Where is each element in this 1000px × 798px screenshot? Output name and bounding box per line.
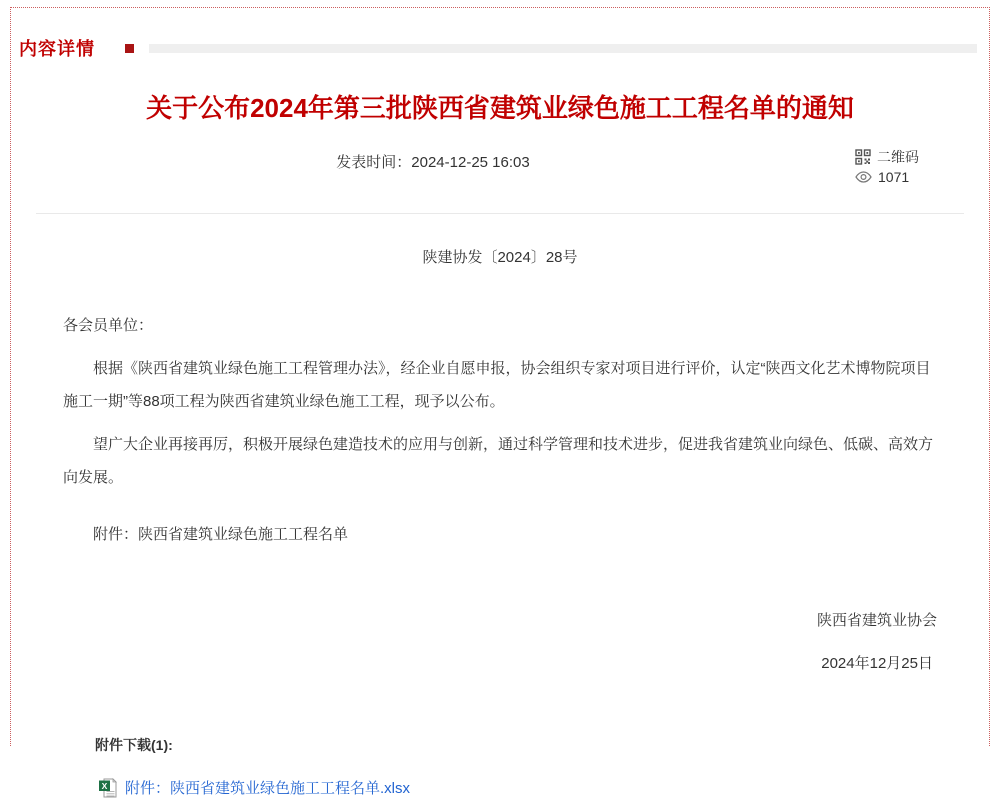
eye-icon: [855, 171, 872, 183]
qrcode-label[interactable]: 二维码: [877, 147, 919, 167]
meta-right-block: [855, 147, 919, 187]
article-title: 关于公布2024年第三批陕西省建筑业绿色施工工程名单的通知: [11, 93, 989, 123]
signature-org: 陕西省建筑业协会: [11, 609, 937, 630]
qr-code-icon[interactable]: [855, 149, 871, 165]
downloads-section: [95, 735, 989, 798]
article-body: [63, 309, 937, 551]
publish-time: 发表时间：2024-12-25 16:03: [11, 147, 855, 172]
section-title: 内容详情: [19, 35, 95, 61]
download-file-row[interactable]: [99, 777, 989, 798]
signature-block: [11, 609, 937, 673]
document-number: 陕建协发〔2024〕28号: [11, 246, 989, 267]
paragraph-2: 望广大企业再接再厉，积极开展绿色建造技术的应用与创新，通过科学管理和技术进步，促进我省建筑业向绿色、低碳、高效方向发展。: [63, 428, 937, 494]
red-square-decoration: [125, 44, 134, 53]
attachment-download-link[interactable]: 附件：陕西省建筑业绿色施工工程名单.xlsx: [125, 777, 410, 798]
content-divider: [36, 213, 964, 214]
view-count-row: [855, 167, 919, 187]
attachment-note: 附件：陕西省建筑业绿色施工工程名单: [63, 518, 937, 551]
salutation: 各会员单位：: [63, 309, 937, 342]
svg-text:X: X: [102, 780, 108, 790]
signature-date: 2024年12月25日: [11, 652, 937, 673]
excel-file-icon: [99, 778, 117, 798]
downloads-heading: 附件下载(1):: [95, 735, 989, 755]
content-detail-panel: [10, 7, 990, 746]
view-count: 1071: [878, 169, 909, 185]
section-header: [19, 35, 977, 61]
article-meta: [11, 147, 989, 187]
paragraph-1: 根据《陕西省建筑业绿色施工工程管理办法》，经企业自愿申报，协会组织专家对项目进行评价，认定“陕西文化艺术博物院项目施工一期”等88项工程为陕西省建筑业绿色施工工程，现予以公布。: [63, 352, 937, 418]
qrcode-row[interactable]: [855, 147, 919, 167]
header-divider-bar: [149, 44, 977, 53]
